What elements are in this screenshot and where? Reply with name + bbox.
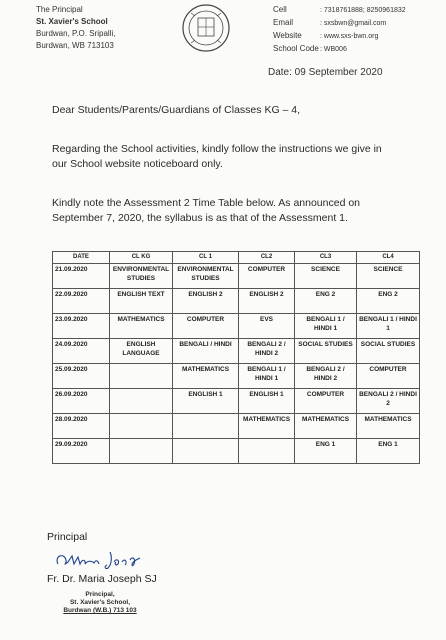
letterhead-address: [36, 4, 115, 52]
subject-cell: [173, 439, 239, 464]
subject-cell: ENVIRONMENTAL STUDIES: [110, 264, 173, 289]
stamp-line-3: Burdwan (W.B.) 713 103: [63, 607, 137, 614]
school-seal-logo: [181, 3, 231, 53]
salutation: Dear Students/Parents/Guardians of Classes KG – 4,: [52, 104, 301, 116]
subject-cell: COMPUTER: [357, 364, 420, 389]
subject-cell: SCIENCE: [357, 264, 420, 289]
subject-cell: EVS: [239, 314, 295, 339]
subject-cell: BENGALI 2 / HINDI 2: [357, 389, 420, 414]
contact-website-row: Website : www.sxs-bwn.org: [273, 31, 379, 40]
subject-cell: SCIENCE: [295, 264, 357, 289]
header-cl-1: CL 1: [173, 252, 239, 264]
header-cl-3: CL3: [295, 252, 357, 264]
subject-cell: ENGLISH 2: [173, 289, 239, 314]
contact-email-row: Email : sxsbwn@gmail.com: [273, 18, 387, 27]
header-date: DATE: [53, 252, 110, 264]
subject-cell: ENGLISH 2: [239, 289, 295, 314]
letterhead-contact: [273, 4, 406, 56]
table-row: [53, 339, 420, 364]
subject-cell: ENGLISH 1: [239, 389, 295, 414]
school-name: St. Xavier's School: [36, 17, 108, 26]
header-cl-kg: CL KG: [110, 252, 173, 264]
subject-cell: MATHEMATICS: [239, 414, 295, 439]
timetable-header-row: [53, 252, 420, 264]
subject-cell: [173, 414, 239, 439]
subject-cell: ENGLISH LANGUAGE: [110, 339, 173, 364]
subject-cell: ENG 2: [295, 289, 357, 314]
paragraph-assessment-note: Kindly note the Assessment 2 Time Table below. As announced on September 7, 2020, the syllabus is as that of the Assessment 1.: [52, 197, 361, 224]
paragraph-website-notice: Regarding the School activities, kindly follow the instructions we give in our School website noticeboard only.: [52, 143, 382, 170]
subject-cell: COMPUTER: [239, 264, 295, 289]
address-line-2: Burdwan, WB 713103: [36, 41, 114, 50]
table-row: [53, 314, 420, 339]
table-row: [53, 364, 420, 389]
date-cell: 26.09.2020: [53, 389, 110, 414]
date-cell: 21.09.2020: [53, 264, 110, 289]
subject-cell: [110, 414, 173, 439]
subject-cell: ENGLISH TEXT: [110, 289, 173, 314]
subject-cell: SOCIAL STUDIES: [357, 339, 420, 364]
contact-cell-row: Cell : 7318761888; 8250961832: [273, 5, 406, 14]
subject-cell: [110, 389, 173, 414]
subject-cell: MATHEMATICS: [173, 364, 239, 389]
handwritten-signature: [52, 546, 147, 574]
date-cell: 28.09.2020: [53, 414, 110, 439]
subject-cell: SOCIAL STUDIES: [295, 339, 357, 364]
subject-cell: COMPUTER: [173, 314, 239, 339]
table-row: [53, 389, 420, 414]
date-cell: 29.09.2020: [53, 439, 110, 464]
subject-cell: BENGALI 1 / HINDI 1: [295, 314, 357, 339]
letter-date: Date: 09 September 2020: [268, 67, 383, 78]
date-cell: 24.09.2020: [53, 339, 110, 364]
stamp-line-1: Principal,: [85, 591, 115, 598]
table-row: [53, 414, 420, 439]
timetable: [52, 251, 420, 464]
signer-name: Fr. Dr. Maria Joseph SJ: [47, 573, 157, 585]
subject-cell: COMPUTER: [295, 389, 357, 414]
stamp-line-2: St. Xavier's School,: [69, 599, 131, 606]
subject-cell: BENGALI / HINDI: [173, 339, 239, 364]
subject-cell: BENGALI 2 / HINDI 2: [295, 364, 357, 389]
subject-cell: [110, 364, 173, 389]
subject-cell: [239, 439, 295, 464]
subject-cell: BENGALI 2 / HINDI 2: [239, 339, 295, 364]
principal-stamp: [54, 591, 146, 615]
closing-title: Principal: [47, 531, 88, 543]
subject-cell: BENGALI 1 / HINDI 1: [357, 314, 420, 339]
table-row: [53, 439, 420, 464]
subject-cell: MATHEMATICS: [295, 414, 357, 439]
subject-cell: MATHEMATICS: [110, 314, 173, 339]
header-cl-4: CL4: [357, 252, 420, 264]
subject-cell: [110, 439, 173, 464]
subject-cell: BENGALI 1 / HINDI 1: [239, 364, 295, 389]
date-cell: 23.09.2020: [53, 314, 110, 339]
header-cl-2: CL2: [239, 252, 295, 264]
subject-cell: ENVIRONMENTAL STUDIES: [173, 264, 239, 289]
subject-cell: ENG 1: [357, 439, 420, 464]
from-line: The Principal: [36, 5, 83, 14]
address-line-1: Burdwan, P.O. Sripalli,: [36, 29, 116, 38]
contact-school-code-row: School Code: WB006: [273, 44, 347, 53]
date-cell: 25.09.2020: [53, 364, 110, 389]
table-row: [53, 264, 420, 289]
subject-cell: MATHEMATICS: [357, 414, 420, 439]
subject-cell: ENG 2: [357, 289, 420, 314]
subject-cell: ENGLISH 1: [173, 389, 239, 414]
subject-cell: ENG 1: [295, 439, 357, 464]
table-row: [53, 289, 420, 314]
date-cell: 22.09.2020: [53, 289, 110, 314]
